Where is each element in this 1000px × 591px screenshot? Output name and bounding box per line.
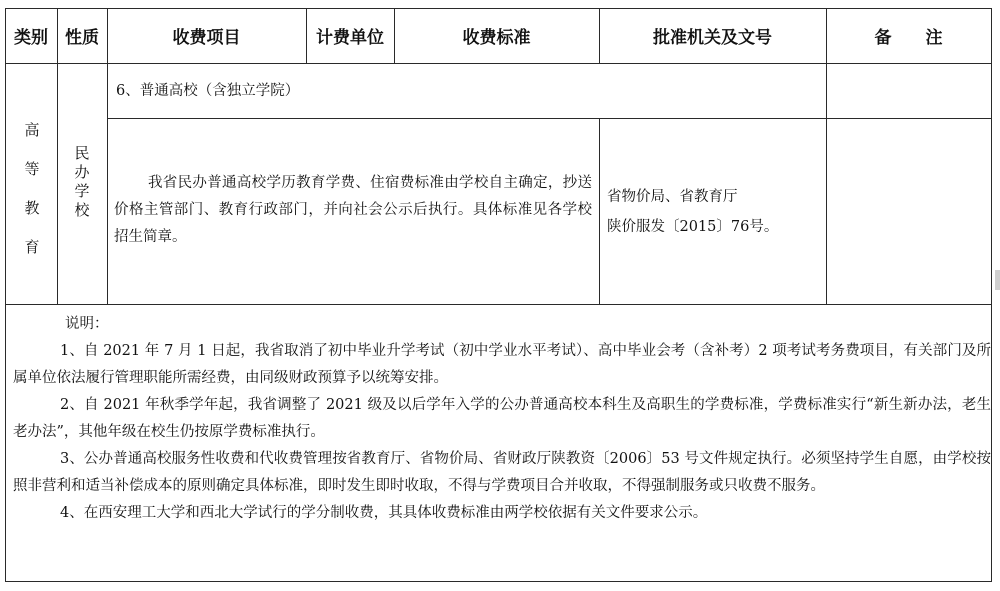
nature-cell	[72, 146, 92, 218]
category-char: 育	[24, 238, 40, 256]
nature-char: 校	[74, 201, 90, 219]
header-nature: 性质	[65, 28, 99, 48]
header-category: 类别	[14, 28, 48, 48]
category-char: 等	[24, 160, 40, 178]
row-bottom-line	[5, 304, 992, 305]
item-title: 6、普通高校（含独立学院）	[116, 83, 300, 99]
notes-heading: 说明：	[65, 316, 109, 332]
col-divider-standard-lower	[599, 118, 600, 305]
scrollbar-edge[interactable]	[995, 270, 1000, 290]
category-cell	[22, 123, 42, 255]
header-bottom-line	[5, 63, 992, 64]
nature-char: 办	[74, 163, 90, 181]
notes-section	[13, 311, 991, 527]
approval-line-1: 省物价局、省教育厅	[607, 189, 738, 205]
item-title-bottom-line	[107, 118, 992, 119]
table-border-bottom	[5, 581, 992, 582]
category-char: 教	[24, 199, 40, 217]
header-item: 收费项目	[172, 28, 241, 48]
header-unit: 计费单位	[316, 28, 384, 48]
table-border-left	[5, 8, 6, 582]
approval-line-2: 陕价服发〔2015〕76号。	[607, 219, 779, 235]
header-remark: 备 注	[874, 28, 943, 48]
table-border-right	[991, 8, 992, 582]
note-item: 4、在西安理工大学和西北大学试行的学分制收费，其具体收费标准由两学校依据有关文件要求公示。	[60, 505, 708, 521]
standard-text: 我省民办普通高校学历教育学费、住宿费标准由学校自主确定，抄送价格主管部门、教育行政部门，并向社会公示后执行。具体标准见各学校招生简章。	[114, 175, 592, 245]
nature-char: 民	[74, 144, 90, 162]
header-standard: 收费标准	[462, 28, 531, 48]
note-item: 1、自 2021 年 7 月 1 日起，我省取消了初中毕业升学考试（初中学业水平考试）、高中毕业会考（含补考）2 项考试考务费项目，有关部门及所属单位依法履行管理职能所需经费，由同级财政预算予以统筹安排。	[13, 343, 991, 386]
note-item: 2、自 2021 年秋季学年起，我省调整了 2021 级及以后学年入学的公办普通高校本科生及高职生的学费标准，学费标准实行“新生新办法，老生老办法”，其他年级在校生仍按原学费标准执行。	[13, 397, 991, 440]
header-approval: 批准机关及文号	[653, 28, 772, 48]
category-char: 高	[24, 121, 40, 139]
note-item: 3、公办普通高校服务性收费和代收费管理按省教育厅、省物价局、省财政厅陕教资〔2006〕53 号文件规定执行。必须坚持学生自愿，由学校按照非营利和适当补偿成本的原则确定具体标准，即时发生即时收取，不得与学费项目合并收取，不得强制服务或只收费不服务。	[13, 451, 991, 494]
nature-char: 学	[74, 182, 90, 200]
